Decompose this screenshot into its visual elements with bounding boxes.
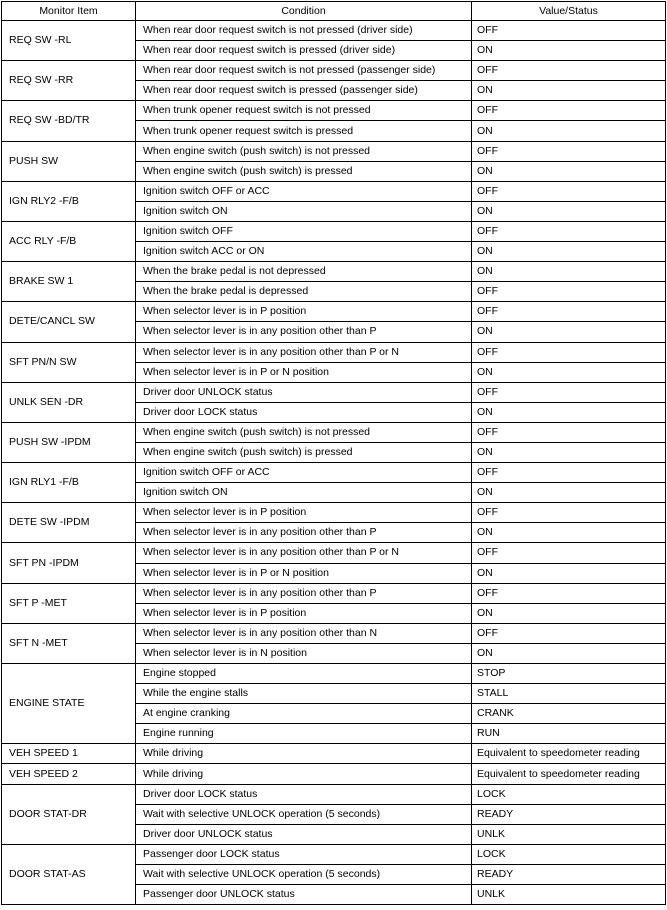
value-status-cell: ON	[472, 242, 666, 262]
monitor-item-cell: SFT N -MET	[2, 623, 136, 663]
value-status-cell: READY	[472, 804, 666, 824]
value-status-cell: ON	[472, 643, 666, 663]
value-status-cell: ON	[472, 41, 666, 61]
condition-cell: When the brake pedal is not depressed	[136, 262, 472, 282]
monitor-item-cell: DETE/CANCL SW	[2, 302, 136, 342]
value-status-cell: READY	[472, 864, 666, 884]
monitor-item-cell: SFT P -MET	[2, 583, 136, 623]
monitor-item-table	[1, 1, 666, 905]
value-status-cell: UNLK	[472, 885, 666, 905]
condition-cell: When selector lever is in P position	[136, 603, 472, 623]
condition-cell: Ignition switch ON	[136, 483, 472, 503]
table-row	[2, 664, 666, 684]
condition-cell: When selector lever is in any position other than P	[136, 583, 472, 603]
monitor-item-cell: DOOR STAT-DR	[2, 784, 136, 844]
table-row	[2, 342, 666, 362]
table-row	[2, 262, 666, 282]
condition-cell: When rear door request switch is not pressed (driver side)	[136, 21, 472, 41]
monitor-item-cell: IGN RLY2 -F/B	[2, 181, 136, 221]
condition-cell: When engine switch (push switch) is pressed	[136, 442, 472, 462]
value-status-cell: OFF	[472, 141, 666, 161]
table-row	[2, 382, 666, 402]
value-status-cell: ON	[472, 523, 666, 543]
value-status-cell: ON	[472, 81, 666, 101]
condition-cell: When selector lever is in any position other than P or N	[136, 342, 472, 362]
condition-cell: When selector lever is in any position other than P or N	[136, 543, 472, 563]
table-row	[2, 844, 666, 864]
value-status-cell: ON	[472, 362, 666, 382]
monitor-item-cell: VEH SPEED 2	[2, 764, 136, 784]
condition-cell: When selector lever is in any position other than N	[136, 623, 472, 643]
monitor-item-cell: REQ SW -BD/TR	[2, 101, 136, 141]
value-status-cell: OFF	[472, 382, 666, 402]
table-row	[2, 503, 666, 523]
monitor-item-cell: DETE SW -IPDM	[2, 503, 136, 543]
value-status-cell: ON	[472, 322, 666, 342]
monitor-item-cell: REQ SW -RL	[2, 21, 136, 61]
condition-cell: When selector lever is in P or N position	[136, 362, 472, 382]
monitor-item-cell: SFT PN -IPDM	[2, 543, 136, 583]
condition-cell: When rear door request switch is pressed (passenger side)	[136, 81, 472, 101]
condition-cell: When selector lever is in any position other than P	[136, 322, 472, 342]
value-status-cell: LOCK	[472, 784, 666, 804]
monitor-item-cell: ACC RLY -F/B	[2, 221, 136, 261]
value-status-cell: OFF	[472, 623, 666, 643]
value-status-cell: OFF	[472, 463, 666, 483]
value-status-cell: ON	[472, 563, 666, 583]
table-row	[2, 463, 666, 483]
condition-cell: When selector lever is in P position	[136, 302, 472, 322]
value-status-cell: ON	[472, 483, 666, 503]
value-status-cell: OFF	[472, 422, 666, 442]
condition-cell: Wait with selective UNLOCK operation (5 seconds)	[136, 804, 472, 824]
condition-cell: When selector lever is in P position	[136, 503, 472, 523]
monitor-item-cell: DOOR STAT-AS	[2, 844, 136, 904]
condition-cell: When the brake pedal is depressed	[136, 282, 472, 302]
table-row	[2, 221, 666, 241]
table-row	[2, 764, 666, 784]
condition-cell: Passenger door UNLOCK status	[136, 885, 472, 905]
table-row	[2, 543, 666, 563]
value-status-cell: OFF	[472, 21, 666, 41]
header-monitor-item: Monitor Item	[2, 2, 136, 21]
header-condition: Condition	[136, 2, 472, 21]
value-status-cell: OFF	[472, 583, 666, 603]
condition-cell: When trunk opener request switch is pressed	[136, 121, 472, 141]
condition-cell: Driver door LOCK status	[136, 402, 472, 422]
condition-cell: When rear door request switch is not pressed (passenger side)	[136, 61, 472, 81]
condition-cell: Engine running	[136, 724, 472, 744]
table-row	[2, 21, 666, 41]
condition-cell: Driver door LOCK status	[136, 784, 472, 804]
table-body	[2, 21, 666, 905]
value-status-cell: OFF	[472, 61, 666, 81]
value-status-cell: OFF	[472, 342, 666, 362]
monitor-item-cell: VEH SPEED 1	[2, 744, 136, 764]
value-status-cell: OFF	[472, 181, 666, 201]
condition-cell: While driving	[136, 744, 472, 764]
table-row	[2, 141, 666, 161]
monitor-item-cell: BRAKE SW 1	[2, 262, 136, 302]
condition-cell: Driver door UNLOCK status	[136, 382, 472, 402]
condition-cell: Wait with selective UNLOCK operation (5 seconds)	[136, 864, 472, 884]
value-status-cell: OFF	[472, 282, 666, 302]
value-status-cell: OFF	[472, 543, 666, 563]
value-status-cell: OFF	[472, 221, 666, 241]
value-status-cell: ON	[472, 161, 666, 181]
value-status-cell: ON	[472, 603, 666, 623]
condition-cell: Ignition switch OFF or ACC	[136, 463, 472, 483]
condition-cell: Ignition switch OFF or ACC	[136, 181, 472, 201]
condition-cell: At engine cranking	[136, 704, 472, 724]
value-status-cell: ON	[472, 201, 666, 221]
header-value-status: Value/Status	[472, 2, 666, 21]
table-row	[2, 744, 666, 764]
table-row	[2, 784, 666, 804]
table-row	[2, 623, 666, 643]
table-row	[2, 302, 666, 322]
condition-cell: When engine switch (push switch) is pressed	[136, 161, 472, 181]
value-status-cell: OFF	[472, 101, 666, 121]
value-status-cell: ON	[472, 402, 666, 422]
condition-cell: When selector lever is in N position	[136, 643, 472, 663]
table-row	[2, 101, 666, 121]
condition-cell: Engine stopped	[136, 664, 472, 684]
value-status-cell: LOCK	[472, 844, 666, 864]
value-status-cell: Equivalent to speedometer reading	[472, 744, 666, 764]
value-status-cell: ON	[472, 262, 666, 282]
condition-cell: When rear door request switch is pressed (driver side)	[136, 41, 472, 61]
condition-cell: While driving	[136, 764, 472, 784]
value-status-cell: CRANK	[472, 704, 666, 724]
monitor-item-cell: IGN RLY1 -F/B	[2, 463, 136, 503]
condition-cell: Passenger door LOCK status	[136, 844, 472, 864]
value-status-cell: ON	[472, 442, 666, 462]
condition-cell: Ignition switch ACC or ON	[136, 242, 472, 262]
condition-cell: When engine switch (push switch) is not pressed	[136, 422, 472, 442]
condition-cell: When selector lever is in P or N position	[136, 563, 472, 583]
monitor-item-cell: PUSH SW -IPDM	[2, 422, 136, 462]
monitor-item-cell: UNLK SEN -DR	[2, 382, 136, 422]
table-row	[2, 583, 666, 603]
condition-cell: When trunk opener request switch is not pressed	[136, 101, 472, 121]
value-status-cell: ON	[472, 121, 666, 141]
table-row	[2, 181, 666, 201]
condition-cell: Ignition switch OFF	[136, 221, 472, 241]
monitor-item-cell: SFT PN/N SW	[2, 342, 136, 382]
value-status-cell: RUN	[472, 724, 666, 744]
monitor-item-cell: ENGINE STATE	[2, 664, 136, 744]
value-status-cell: UNLK	[472, 824, 666, 844]
condition-cell: When selector lever is in any position other than P	[136, 523, 472, 543]
condition-cell: Ignition switch ON	[136, 201, 472, 221]
value-status-cell: OFF	[472, 503, 666, 523]
condition-cell: Driver door UNLOCK status	[136, 824, 472, 844]
monitor-item-cell: PUSH SW	[2, 141, 136, 181]
table-row	[2, 422, 666, 442]
monitor-item-cell: REQ SW -RR	[2, 61, 136, 101]
value-status-cell: STOP	[472, 664, 666, 684]
value-status-cell: OFF	[472, 302, 666, 322]
table-row	[2, 61, 666, 81]
value-status-cell: Equivalent to speedometer reading	[472, 764, 666, 784]
header-row	[2, 2, 666, 21]
condition-cell: When engine switch (push switch) is not pressed	[136, 141, 472, 161]
condition-cell: While the engine stalls	[136, 684, 472, 704]
value-status-cell: STALL	[472, 684, 666, 704]
